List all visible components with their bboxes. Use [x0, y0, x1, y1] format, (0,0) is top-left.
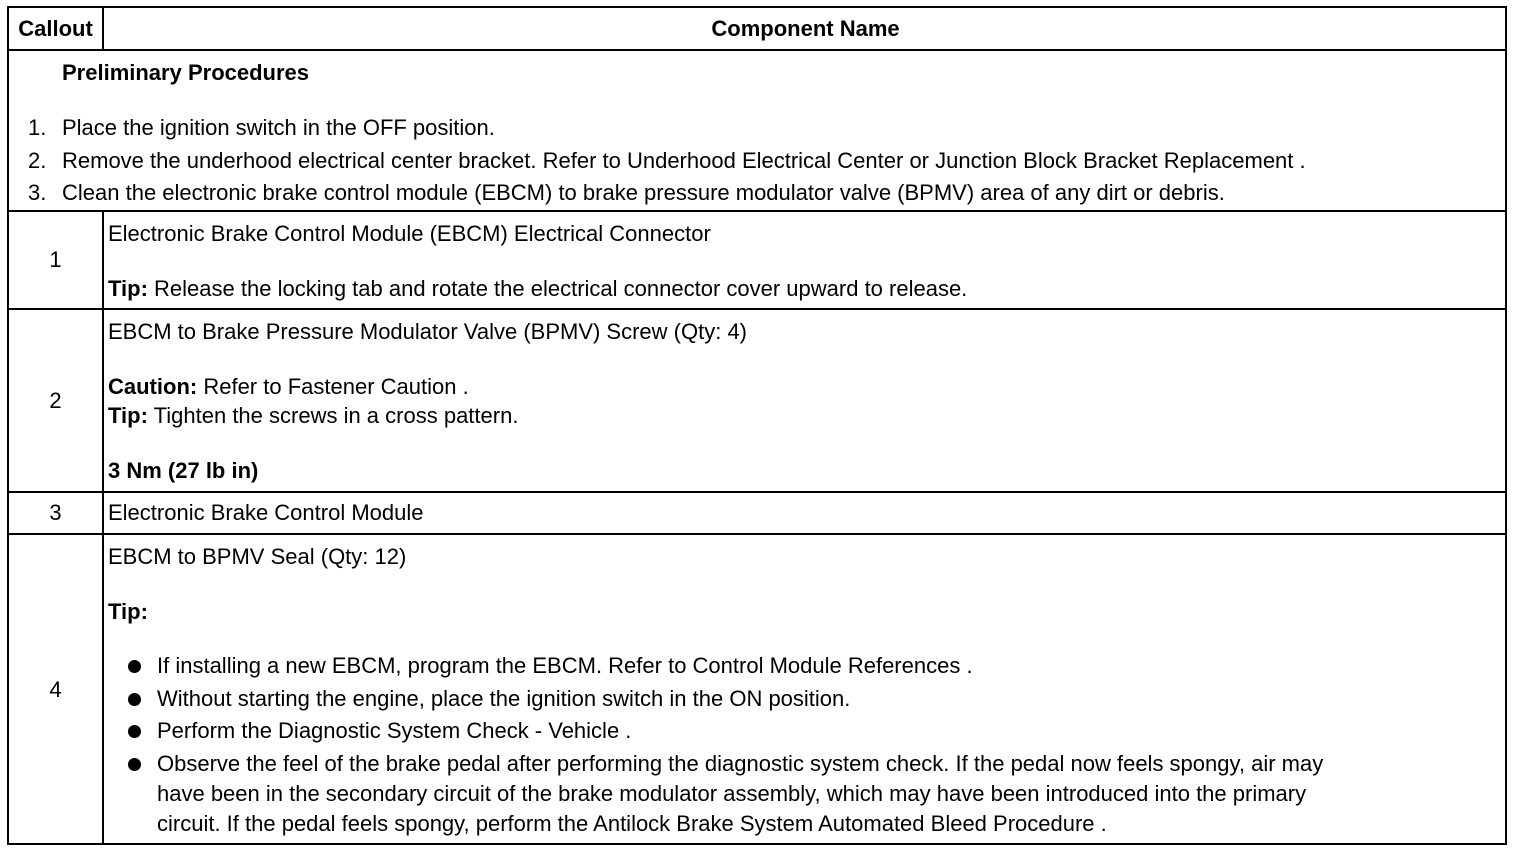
tip: [108, 402, 518, 430]
procedure-table: [7, 6, 1507, 845]
component-cell: [106, 493, 1505, 533]
tip-text: Tighten the screws in a cross pattern.: [153, 403, 519, 428]
table-row: [9, 308, 1505, 491]
step-text: Clean the electronic brake control module (EBCM) to brake pressure modulator valve (BPMV) area of any dirt or debris.: [62, 180, 1225, 205]
preliminary-title: Preliminary Procedures: [62, 60, 310, 85]
bullet-text-continuation: circuit. If the pedal feels spongy, perform the Antilock Brake System Automated Bleed Procedure .: [157, 811, 1107, 836]
bullet-text: If installing a new EBCM, program the EBCM. Refer to Control Module References .: [157, 653, 973, 678]
table-header-row: [9, 8, 1505, 49]
component-name: Electronic Brake Control Module: [108, 500, 424, 525]
torque-spec: 3 Nm (27 lb in): [108, 458, 259, 483]
tip-text: Release the locking tab and rotate the electrical connector cover upward to release.: [154, 276, 968, 301]
bullet-icon: [128, 758, 141, 771]
component-cell: [106, 310, 1505, 491]
bullet-text: Without starting the engine, place the ignition switch in the ON position.: [157, 686, 851, 711]
bullet-text: Perform the Diagnostic System Check - Vehicle .: [157, 718, 632, 743]
bullet-text-continuation: have been in the secondary circuit of the brake modulator assembly, which may have been introduced into the primary: [157, 781, 1307, 806]
table-row: [9, 491, 1505, 533]
table-row: [9, 210, 1505, 308]
bullet-icon: [128, 725, 141, 738]
table-row: [9, 533, 1505, 845]
component-name-column-header: Component Name: [711, 15, 900, 41]
bullet-icon: [128, 660, 141, 673]
component-name: Electronic Brake Control Module (EBCM) Electrical Connector: [108, 221, 711, 246]
tip-label: Tip:: [108, 403, 148, 428]
step-text: Place the ignition switch in the OFF position.: [62, 115, 495, 140]
step-number: 1.: [28, 115, 47, 140]
bullet-text: Observe the feel of the brake pedal after performing the diagnostic system check. If the pedal now feels spongy, air may: [157, 751, 1324, 776]
callout-number: 2: [9, 310, 104, 491]
tip-label: Tip:: [108, 599, 148, 624]
callout-number: 4: [9, 535, 104, 845]
step-text: Remove the underhood electrical center bracket. Refer to Underhood Electrical Center or Junction Block Bracket Replacement .: [62, 148, 1306, 173]
caution-label: Caution:: [108, 374, 198, 399]
callout-column-header: Callout: [9, 8, 104, 49]
tip: [108, 275, 967, 303]
preliminary-procedures-row: [9, 49, 1505, 212]
callout-number: 1: [9, 212, 104, 308]
component-name: EBCM to Brake Pressure Modulator Valve (BPMV) Screw (Qty: 4): [108, 319, 747, 344]
component-cell: [106, 535, 1505, 845]
callout-number: 3: [9, 493, 104, 533]
step-number: 3.: [28, 180, 47, 205]
caution: [108, 373, 469, 401]
caution-text: Refer to Fastener Caution .: [203, 374, 469, 399]
component-cell: [106, 212, 1505, 308]
component-name: EBCM to BPMV Seal (Qty: 12): [108, 544, 407, 569]
tip-label: Tip:: [108, 276, 148, 301]
step-number: 2.: [28, 148, 47, 173]
bullet-icon: [128, 693, 141, 706]
